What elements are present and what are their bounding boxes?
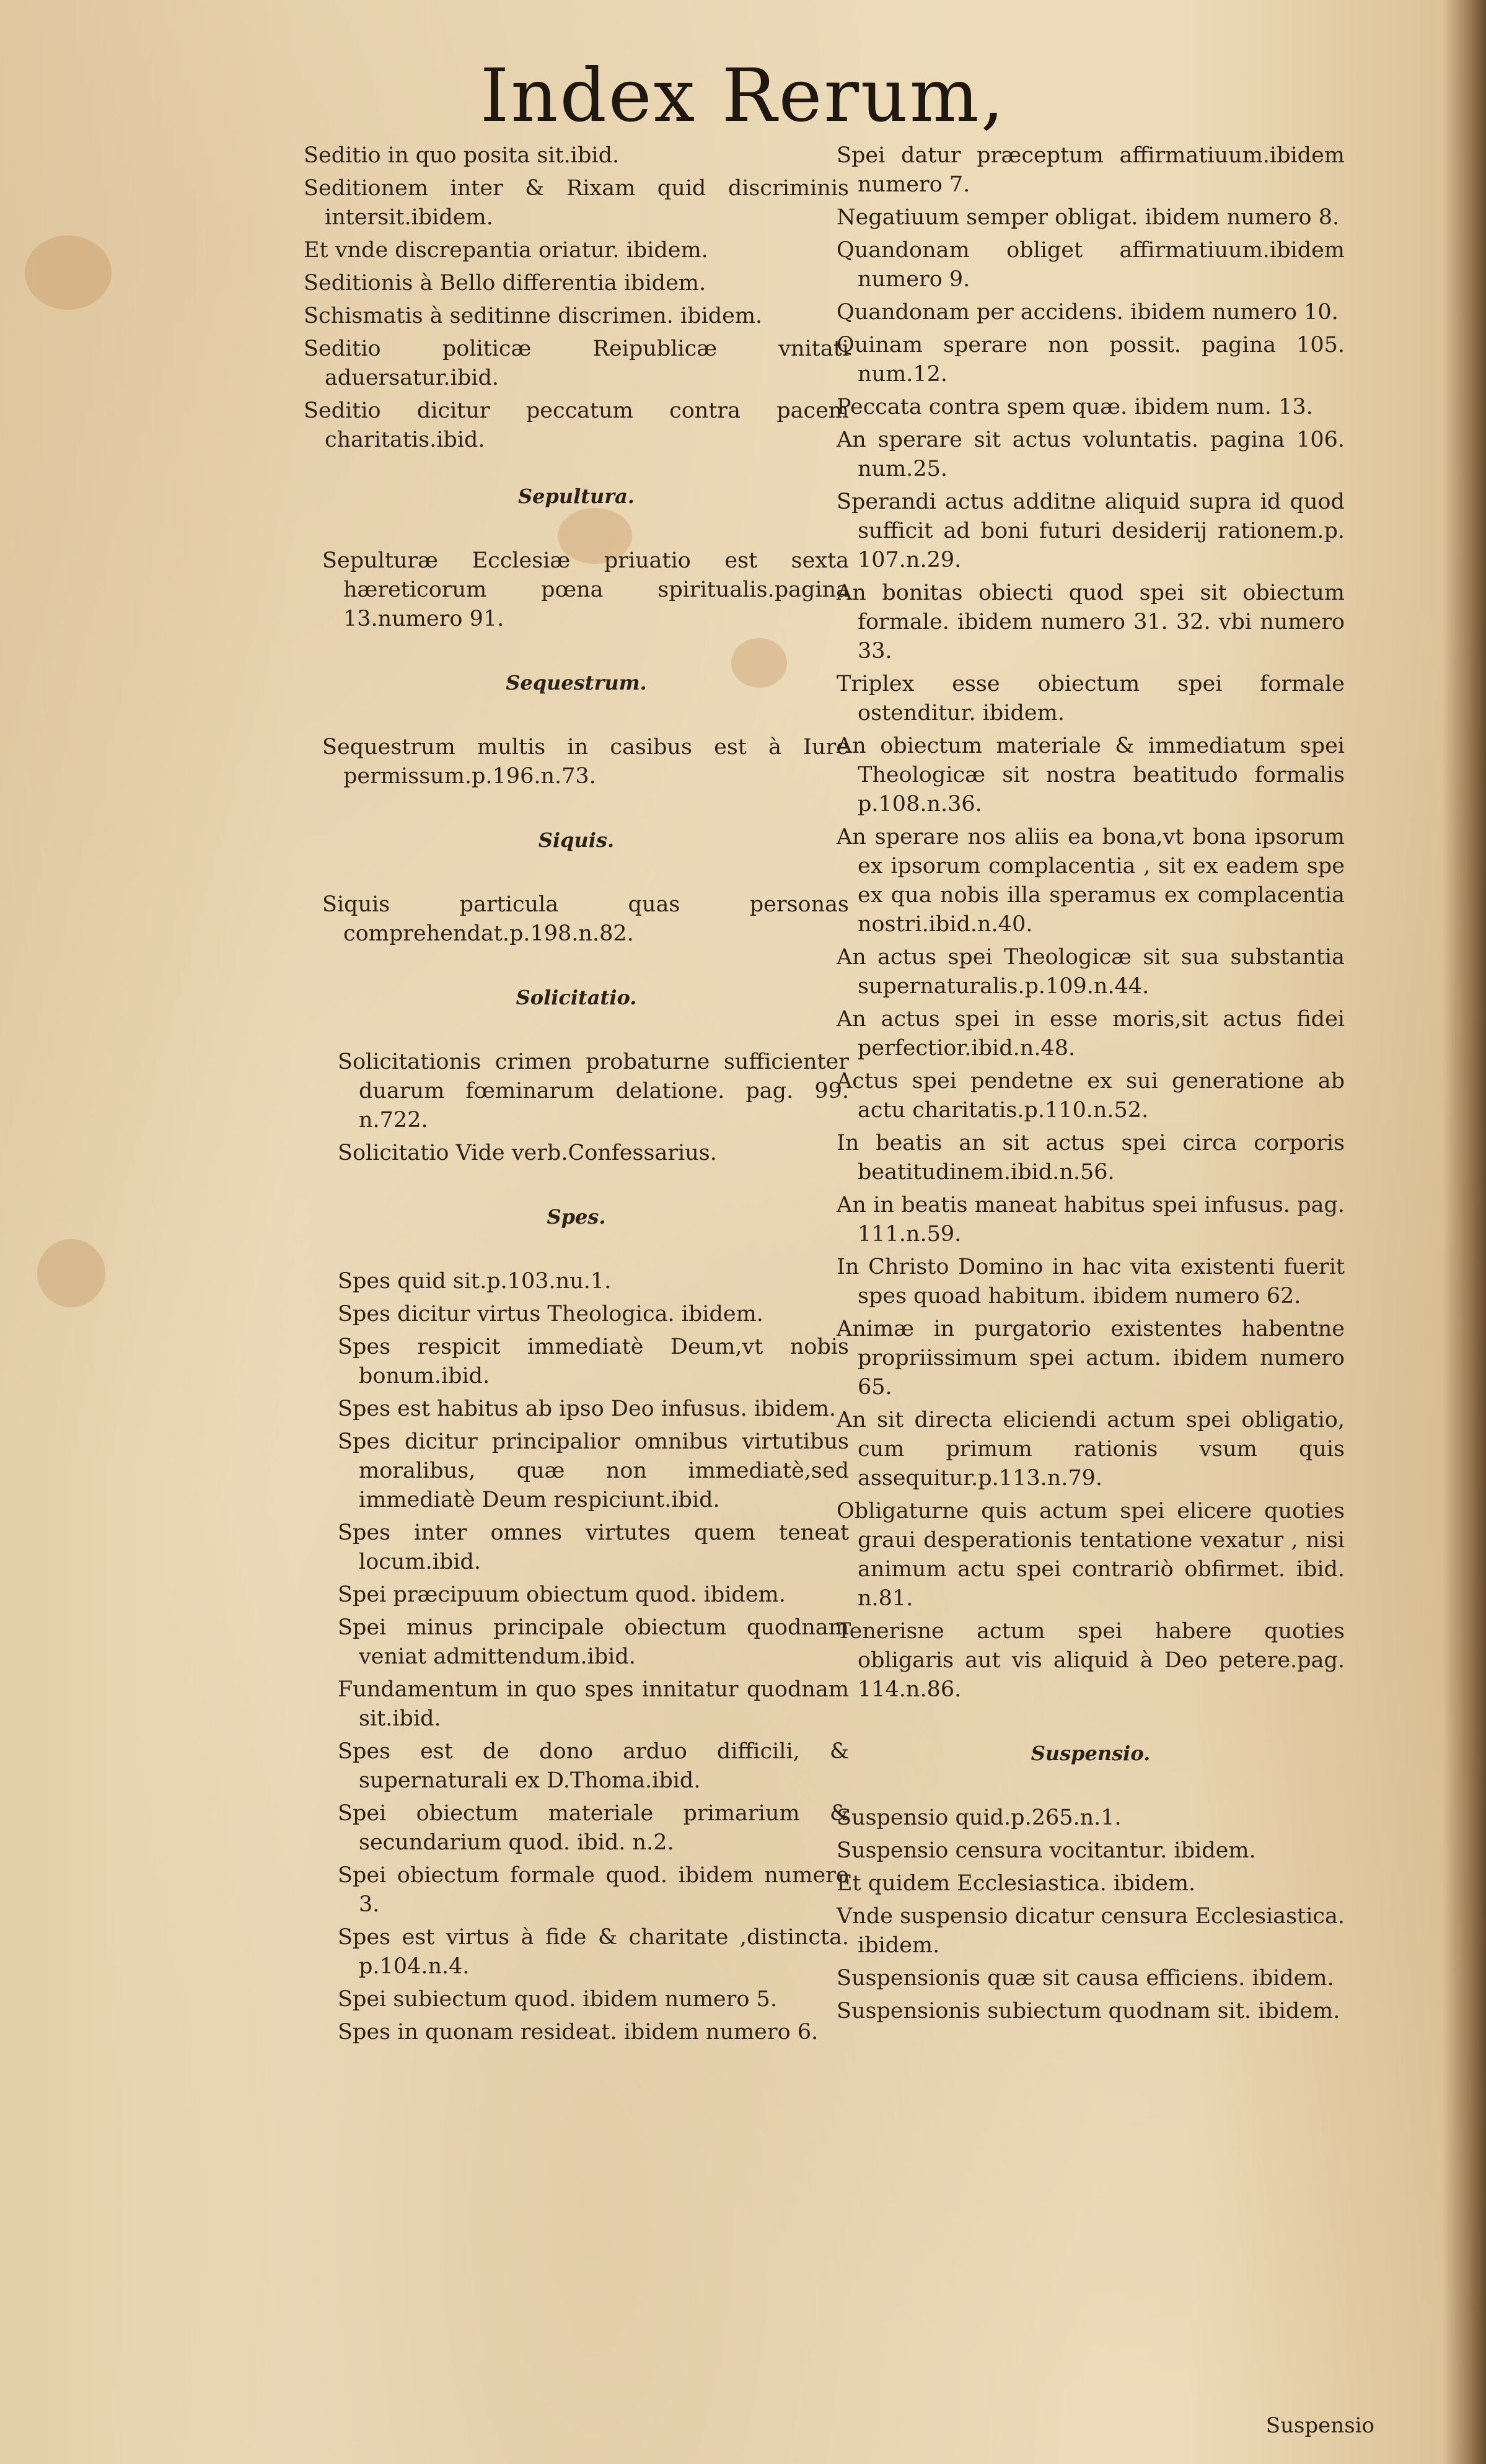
index-entry: Fundamentum in quo spes innitatur quodnam sit.ibid. [338, 1677, 849, 1731]
section-heading-suspensio: Suspensio. [1031, 1742, 1151, 1765]
right-column [837, 141, 1345, 2030]
index-entry: Seditio politicæ Reipublicæ vnitati aduersatur.ibid. [304, 336, 849, 390]
index-entry: An bonitas obiecti quod spei sit obiectum formale. ibidem numero 31. 32. vbi numero 33. [837, 581, 1345, 664]
index-entry: Spei datur præceptum affirmatiuum.ibidem numero 7. [837, 143, 1345, 197]
index-entry: Vnde suspensio dicatur censura Ecclesiastica. ibidem. [837, 1904, 1345, 1958]
entry-group-spes [338, 1267, 849, 2047]
index-entry: Suspensio quid.p.265.n.1. [837, 1805, 1122, 1830]
index-entry: Spei præcipuum obiectum quod. ibidem. [338, 1582, 786, 1607]
index-entry: Spei subiectum quod. ibidem numero 5. [338, 1987, 777, 2012]
index-entry: An actus spei in esse moris,sit actus fidei perfectior.ibid.n.48. [837, 1007, 1345, 1061]
index-entry: Solicitatio Vide verb.Confessarius. [338, 1141, 717, 1165]
index-entry: Sequestrum multis in casibus est à Iure permissum.p.196.n.73. [322, 735, 849, 789]
index-entry: Actus spei pendetne ex sui generatione ab actu charitatis.p.110.n.52. [837, 1069, 1345, 1123]
index-entry: Spes est habitus ab ipso Deo infusus. ibidem. [338, 1396, 837, 1421]
index-entry: An obiectum materiale & immediatum spei Theologicæ sit nostra beatitudo formalis p.108.n.36. [837, 734, 1345, 817]
entry-group-sequestrum [322, 733, 849, 791]
section-heading-sequestrum: Sequestrum. [506, 671, 647, 695]
index-entry: Suspensio censura vocitantur. ibidem. [837, 1838, 1256, 1863]
index-entry: Sepulturæ Ecclesiæ priuatio est sexta hæreticorum pœna spiritualis.pagina 13.numero 91. [322, 548, 849, 631]
index-entry: Peccata contra spem quæ. ibidem num. 13. [837, 395, 1313, 419]
index-entry: An sperare sit actus voluntatis. pagina 106. num.25. [837, 427, 1345, 481]
index-entry: In beatis an sit actus spei circa corporis beatitudinem.ibid.n.56. [837, 1131, 1345, 1185]
entry-group-seditio [304, 141, 849, 455]
index-entry: Seditio dicitur peccatum contra pacem charitatis.ibid. [304, 398, 849, 452]
index-entry: Quinam sperare non possit. pagina 105. num.12. [837, 333, 1345, 387]
index-entry: In Christo Domino in hac vita existenti fuerit spes quoad habitum. ibidem numero 62. [837, 1255, 1345, 1309]
index-entry: Triplex esse obiectum spei formale ostenditur. ibidem. [837, 672, 1345, 726]
index-entry: An sit directa eliciendi actum spei obligatio, cum primum rationis vsum quis assequitur.p.113.n.79. [837, 1408, 1345, 1491]
index-entry: Solicitationis crimen probaturne sufficienter duarum fœminarum delatione. pag. 99. n.722. [338, 1050, 849, 1133]
index-entry: Negatiuum semper obligat. ibidem numero 8. [837, 205, 1340, 230]
index-entry: Spei obiectum formale quod. ibidem numero 3. [338, 1863, 849, 1917]
entry-group-spes-continued [837, 141, 1345, 1704]
index-entry: An actus spei Theologicæ sit sua substantia supernaturalis.p.109.n.44. [837, 945, 1345, 999]
index-entry: An in beatis maneat habitus spei infusus. pag. 111.n.59. [837, 1193, 1345, 1247]
index-entry: Spei obiectum materiale primarium & secundarium quod. ibid. n.2. [338, 1801, 849, 1855]
index-entry: Spes dicitur principalior omnibus virtutibus moralibus, quæ non immediatè,sed immediatè Deum respiciunt.ibid. [338, 1429, 849, 1512]
index-entry: Seditio in quo posita sit.ibid. [304, 143, 620, 168]
index-entry: Schismatis à seditinne discrimen. ibidem. [304, 304, 763, 328]
page-edge-shadow [1443, 0, 1486, 2464]
index-entry: Quandonam per accidens. ibidem numero 10. [837, 300, 1339, 325]
index-entry: Sperandi actus additne aliquid supra id quod sufficit ad boni futuri desiderij rationem.p. 107.n.29. [837, 489, 1345, 572]
section-heading-sepultura: Sepultura. [517, 484, 635, 508]
index-entry: Suspensionis subiectum quodnam sit. ibidem. [837, 1999, 1340, 2023]
index-entry: Spes est de dono arduo difficili, & supernaturali ex D.Thoma.ibid. [338, 1739, 849, 1793]
entry-group-solicitatio [338, 1048, 849, 1168]
index-entry: Spes inter omnes virtutes quem teneat locum.ibid. [338, 1520, 849, 1574]
entry-group-sepultura [322, 546, 849, 634]
index-entry: Et quidem Ecclesiastica. ibidem. [837, 1871, 1196, 1896]
index-entry: Tenerisne actum spei habere quoties obligaris aut vis aliquid à Deo petere.pag. 114.n.86. [837, 1619, 1345, 1702]
entry-group-suspensio [837, 1804, 1345, 2026]
index-entry: Spes in quonam resideat. ibidem numero 6. [338, 2020, 819, 2045]
index-entry: Et vnde discrepantia oriatur. ibidem. [304, 238, 708, 263]
index-entry: Obligaturne quis actum spei elicere quoties graui desperationis tentatione vexatur , nisi animum actu spei contrariò obfirmet. ibid. n.81. [837, 1499, 1345, 1611]
page-title: Index Rerum, [480, 53, 1006, 138]
index-entry: Spei minus principale obiectum quodnam veniat admittendum.ibid. [338, 1615, 849, 1669]
index-entry: Spes quid sit.p.103.nu.1. [338, 1269, 612, 1294]
section-heading-solicitatio: Solicitatio. [516, 986, 637, 1009]
index-entry: Quandonam obliget affirmatiuum.ibidem numero 9. [837, 238, 1345, 292]
index-entry: Suspensionis quæ sit causa efficiens. ibidem. [837, 1966, 1334, 1991]
left-column [304, 141, 849, 2051]
index-entry: Siquis particula quas personas comprehendat.p.198.n.82. [322, 892, 849, 946]
section-heading-siquis: Siquis. [538, 828, 615, 852]
paper-stain [25, 235, 112, 310]
entry-group-siquis [322, 890, 849, 949]
index-entry: Seditionis à Bello differentia ibidem. [304, 271, 706, 296]
catchword: Suspensio [1265, 2413, 1374, 2438]
index-entry: Seditionem inter & Rixam quid discriminis intersit.ibidem. [304, 176, 849, 230]
index-entry: Animæ in purgatorio existentes habentne propriissimum spei actum. ibidem numero 65. [837, 1317, 1345, 1400]
paper-stain [37, 1239, 105, 1307]
index-entry: Spes est virtus à fide & charitate ,distincta. p.104.n.4. [338, 1925, 849, 1979]
section-heading-spes: Spes. [547, 1205, 606, 1229]
index-entry: An sperare nos aliis ea bona,vt bona ipsorum ex ipsorum complacentia , sit ex eadem spe ex qua nobis illa speramus ex complacentia nostri.ibid.n.40. [837, 825, 1345, 937]
index-entry: Spes respicit immediatè Deum,vt nobis bonum.ibid. [338, 1335, 849, 1388]
index-entry: Spes dicitur virtus Theologica. ibidem. [338, 1302, 763, 1326]
